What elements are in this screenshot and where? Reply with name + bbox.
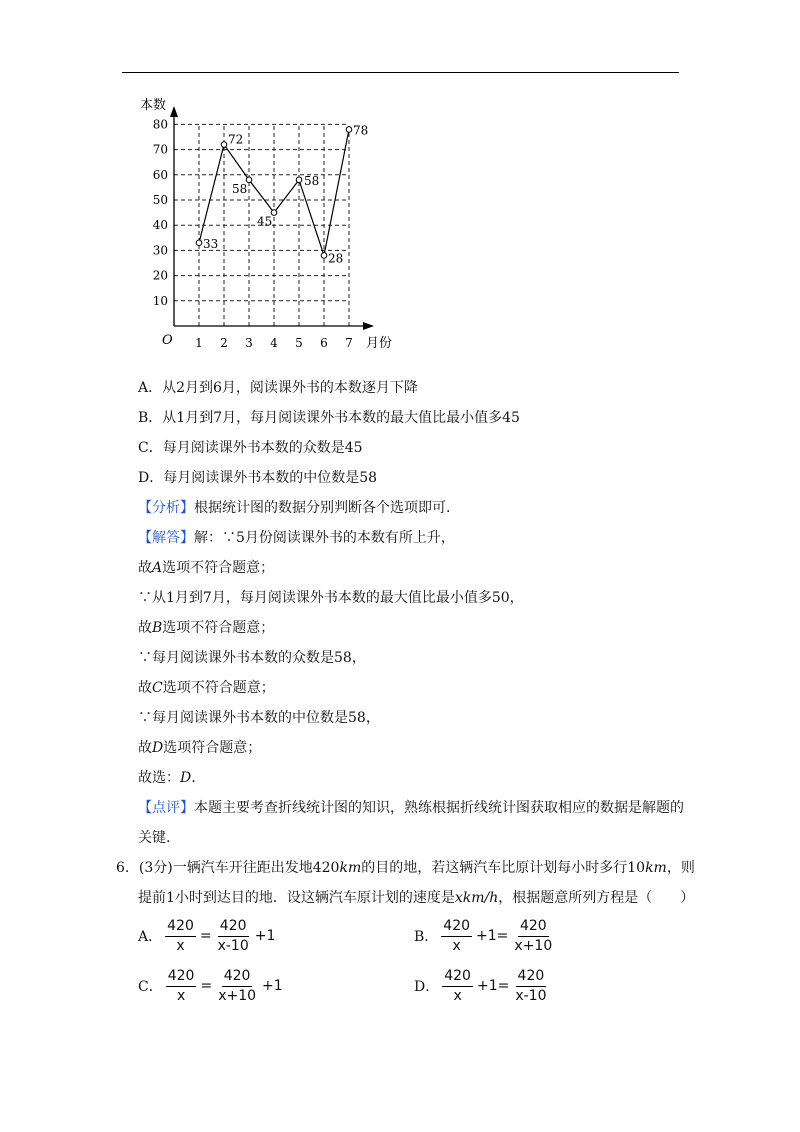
origin-label: O (162, 333, 173, 348)
x-tick-label: 7 (345, 336, 353, 350)
data-label: 58 (232, 181, 248, 196)
x-tick-label: 2 (220, 336, 228, 350)
answer-step-3: 故B选项不符合题意； (138, 620, 275, 636)
data-label: 58 (304, 173, 320, 188)
y-tick-label: 70 (152, 142, 168, 157)
fraction: $\frac{420}{x}$ (444, 967, 471, 1004)
x-tick-label: 3 (245, 336, 253, 350)
y-tick-label: 40 (152, 218, 168, 233)
analysis-text: 根据统计图的数据分别判断各个选项即可. (194, 500, 451, 516)
x-tick-label: 6 (320, 336, 328, 350)
line-chart (130, 88, 400, 358)
x-axis-label: 月份 (366, 336, 393, 351)
fraction: $\frac{420}{x}$ (443, 917, 471, 954)
y-tick-label: 10 (152, 293, 168, 308)
q6-option-b: B． $\frac{420}{x}$ +1= $\frac{420}{x+10}$ (414, 917, 553, 954)
answer-step-7: 故D选项符合题意； (138, 740, 262, 756)
y-axis-arrow (170, 106, 178, 117)
fraction: $\frac{420}{x+10}$ (218, 967, 257, 1004)
answer-line (138, 528, 455, 548)
fraction: $\frac{420}{x}$ (167, 967, 195, 1004)
answer-text: 解：∵5月份阅读课外书的本数有所上升， (194, 530, 455, 546)
fraction: $\frac{420}{x-10}$ (515, 967, 547, 1004)
analysis-tag: 【分析】 (138, 500, 194, 516)
answer-step-4: ∵每月阅读课外书本数的众数是58， (138, 650, 366, 666)
data-point (346, 127, 352, 133)
comment-line (138, 798, 684, 818)
answer-tag: 【解答】 (138, 530, 194, 546)
data-label: 45 (257, 214, 273, 229)
x-tick-label: 1 (195, 336, 203, 350)
data-point (221, 142, 227, 148)
header-rule (122, 72, 679, 73)
y-tick-label: 50 (152, 193, 168, 207)
x-tick-label: 5 (295, 336, 303, 350)
option-b: B．从1月到7月，每月阅读课外书本数的最大值比最小值多45 (138, 410, 520, 426)
answer-step-2: ∵从1月到7月，每月阅读课外书本数的最大值比最小值多50， (138, 590, 524, 606)
q6-option-a: A． $\frac{420}{x}$ = $\frac{420}{x-10}$ +1 (138, 917, 276, 954)
y-tick-label: 60 (152, 167, 168, 182)
comment-line-2: 关键. (138, 830, 171, 846)
option-c: C．每月阅读课外书本数的众数是45 (138, 440, 363, 456)
y-tick-label: 30 (152, 243, 168, 258)
fraction: $\frac{420}{x+10}$ (514, 917, 553, 954)
answer-step-6: ∵每月阅读课外书本数的中位数是58， (138, 710, 380, 726)
option-a: A．从2月到6月，阅读课外书的本数逐月下降 (138, 380, 418, 396)
data-label: 72 (228, 132, 244, 147)
data-point (321, 253, 327, 259)
q6-option-d: D． $\frac{420}{x}$ +1= $\frac{420}{x-10}$ (414, 967, 547, 1004)
data-point (296, 177, 302, 183)
option-d: D．每月阅读课外书本数的中位数是58 (138, 470, 378, 486)
question-6-line-2: 提前1小时到达目的地．设这辆汽车原计划的速度是xkm/h，根据题意所列方程是（ ） (138, 890, 695, 906)
y-axis-label: 本数 (140, 98, 167, 113)
data-label: 33 (203, 236, 219, 251)
fraction: $\frac{420}{x}$ (167, 917, 194, 954)
x-axis-arrow (363, 322, 374, 330)
answer-step-1: 故A选项不符合题意； (138, 560, 275, 576)
y-tick-label: 80 (152, 117, 168, 132)
answer-step-5: 故C选项不符合题意； (138, 680, 275, 696)
answer-final: 故选：D. (138, 770, 196, 786)
analysis-line (138, 498, 450, 518)
comment-text: 本题主要考查折线统计图的知识，熟练根据折线统计图获取相应的数据是解题的 (194, 800, 684, 816)
data-label: 78 (353, 123, 369, 138)
x-tick-label: 4 (270, 336, 278, 350)
fraction: $\frac{420}{x-10}$ (217, 917, 249, 954)
data-label: 28 (328, 251, 344, 266)
question-6-line-1: 6．(3分)一辆汽车开往距出发地420km的目的地，若这辆汽车比原计划每小时多行10km，则 (116, 860, 695, 876)
comment-tag: 【点评】 (138, 800, 194, 816)
y-tick-label: 20 (152, 268, 168, 283)
q6-option-c: C． $\frac{420}{x}$ = $\frac{420}{x+10}$ +1 (138, 967, 283, 1004)
data-point (196, 240, 202, 246)
